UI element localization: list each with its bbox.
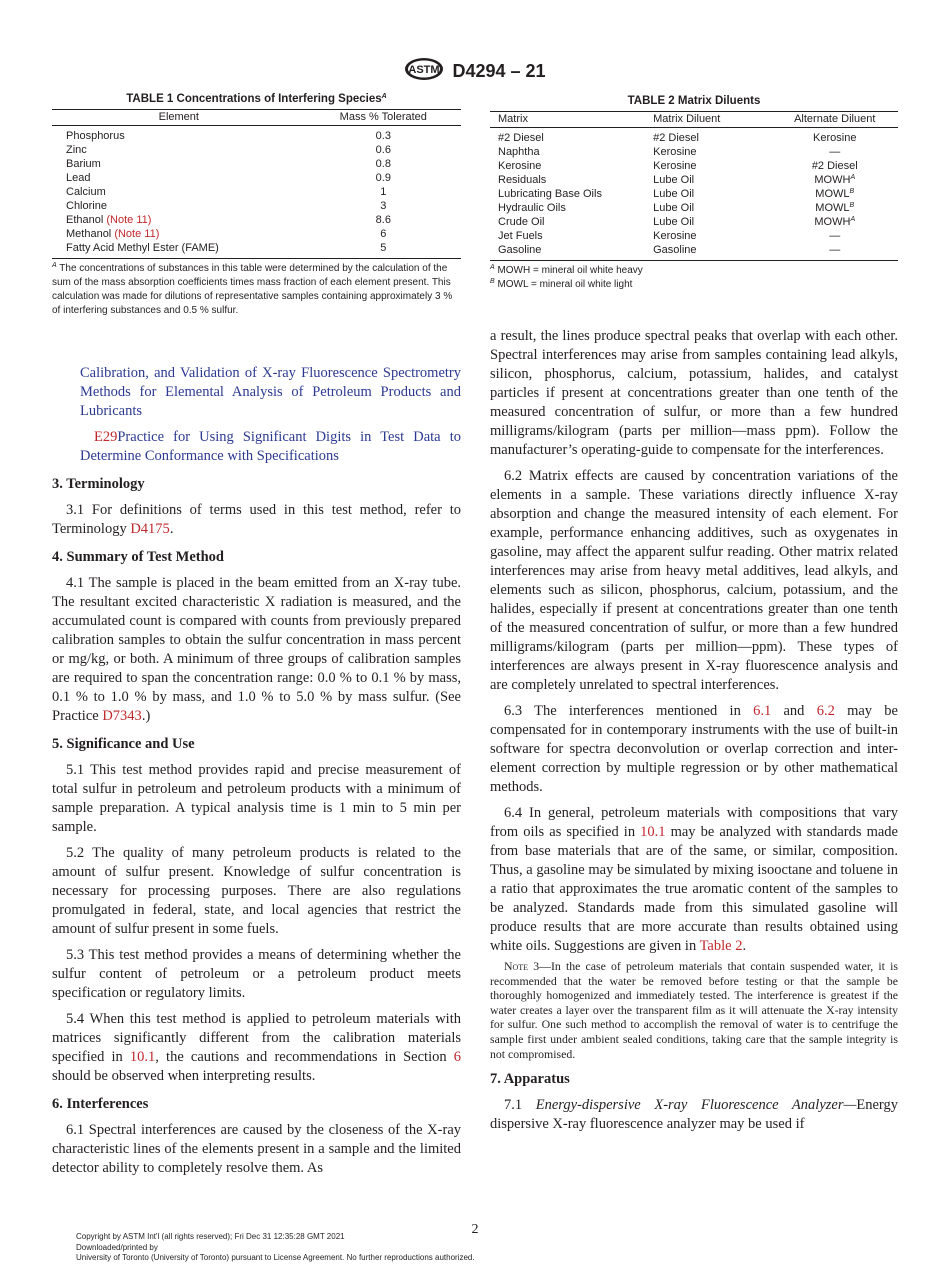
right-column	[490, 327, 898, 1141]
table-2-row	[490, 201, 898, 215]
note-11-link[interactable]: (Note 11)	[106, 214, 152, 226]
table-2-row	[490, 145, 898, 159]
table-1-header-element: Element	[52, 110, 306, 126]
table-1-element-cell: Zinc	[66, 144, 87, 156]
para-7-1: 7.1 Energy-dispersive X-ray Fluorescence Analyzer—Energy dispersive X-ray fluorescence analyzer may be used if	[490, 1097, 898, 1133]
table-1-grid	[52, 109, 461, 259]
para-6-3: 6.3 The interferences mentioned in 6.1 and 6.2 may be compensated for in contemporary instruments with the use of built-in software for spectra deconvolution or overlap correction and inter-element correction by multiple regression or by other mathematical methods.	[490, 703, 898, 795]
section-7-heading: 7. Apparatus	[490, 1071, 570, 1088]
table-1-footnote: $^A$ The concentrations of substances in this table were determined by the calculation of the sum of the mass absorption coefficients times mass fraction of each element present. This calculation was made for dilutions of representative samples containing approximately 3 % of interfering substances and 0.5 % sulfur.	[52, 262, 453, 316]
table-1-row	[52, 213, 461, 227]
reference-e29-title[interactable]: Practice for Using Significant Digits in Test Data to Determine Conformance with Specifications	[80, 429, 461, 464]
para-5-3: 5.3 This test method provides a means of determining whether the sulfur content of petroleum or a petroleum product meets specification or regulatory limits.	[52, 947, 461, 1001]
reference-e29-code[interactable]: E29	[94, 429, 118, 445]
document-designation: D4294 – 21	[452, 61, 546, 81]
table-2-header-alt: Alternate Diluent	[772, 112, 899, 128]
para-5-4: 5.4 When this test method is applied to petroleum materials with matrices significantly different from the calibration materials specified in 10.1, the cautions and recommendations in Section 6 should be observed when interpreting results.	[52, 1011, 461, 1084]
table-2-diluent-cell: #2 Diesel	[653, 132, 699, 144]
table-2-matrix-cell: Jet Fuels	[498, 230, 543, 242]
table-1-value-cell: 5	[306, 241, 461, 259]
table-2-alt-cell: Kerosine	[813, 132, 857, 144]
table-2-diluent-cell: Lube Oil	[653, 216, 695, 228]
table-2-matrix-cell: Lubricating Base Oils	[498, 188, 602, 200]
table-1-element-cell: Methanol (Note 11)	[66, 228, 160, 240]
table-1-row	[52, 143, 461, 157]
table-1	[52, 93, 461, 318]
para-6-2: 6.2 Matrix effects are caused by concentration variations of the elements in a sample. These variations directly influence X-ray absorption and change the measured intensity of each element. For example, performance enhancing additives, such as oxygenates in gasoline, may affect the apparent sulfur reading. Other matrix related interferences may arise from heavy metal additives, lead alkyls, and elements such as silicon, phosphorus, calcium, potassium, and the halides, especially if present at concentrations greater than one tenth of the measured concentration of sulfur, or more than a few hundred milligrams/kilogram (parts per million—ppm). These types of interferences are always present in X-ray fluorescence analysis and are completely unrelated to spectral interferences.	[490, 468, 898, 693]
table-1-row	[52, 126, 461, 144]
table-1-element-cell: Fatty Acid Methyl Ester (FAME)	[52, 241, 306, 259]
table-1-element-cell: Calcium	[66, 186, 106, 198]
table-1-value-cell: 3	[380, 200, 387, 212]
link-6-1[interactable]: 6.1	[753, 703, 772, 719]
table-2-header-matrix: Matrix	[490, 112, 649, 128]
table-2-matrix-cell: Hydraulic Oils	[498, 202, 566, 214]
table-2-matrix-cell: Kerosine	[498, 160, 542, 172]
table-1-value-cell: 1	[380, 186, 387, 198]
table-2-row	[490, 243, 898, 261]
table-1-element-cell: Lead	[66, 172, 91, 184]
logo-text: ASTM	[408, 64, 441, 76]
table-1-row	[52, 157, 461, 171]
para-5-2: 5.2 The quality of many petroleum products is related to the amount of sulfur present. Knowledge of sulfur concentration is necessary for processing purposes. There are also regulations promulgated in federal, state, and local agencies that restrict the amount of sulfur present in some fuels.	[52, 845, 461, 937]
table-1-value-cell: 0.6	[375, 144, 391, 156]
table-1-row	[52, 171, 461, 185]
table-2	[490, 95, 898, 292]
section-5-heading: 5. Significance and Use	[52, 736, 195, 752]
table-2-row	[490, 128, 898, 146]
table-2-header-diluent: Matrix Diluent	[649, 112, 771, 128]
copyright-footer	[76, 1232, 475, 1264]
table-1-value-cell: 0.9	[375, 172, 391, 184]
copyright-line-3: University of Toronto (University of Toronto) pursuant to License Agreement. No further reproductions authorized.	[76, 1253, 475, 1262]
left-column	[52, 364, 461, 1185]
table-2-alt-cell: $MOWH^A$	[814, 174, 856, 186]
para-6-1-continued: a result, the lines produce spectral peaks that overlap with each other. Spectral interferences may arise from samples containing lead alkyls, silicon, phosphorus, calcium, potassium, halides, and catalyst particles if present at concentrations greater than one tenth of the measured concentration of sulfur, or more than a few hundred milligrams/kilogram (parts per million—mass ppm). Follow the manufacturer’s operating-guide to compensate for the interferences.	[490, 328, 898, 458]
table-2-grid	[490, 111, 898, 261]
table-2-alt-cell: $MOWH^A$	[814, 216, 856, 228]
table-2-row	[490, 159, 898, 173]
link-d4175[interactable]: D4175	[130, 521, 170, 537]
table-2-alt-cell: —	[829, 146, 841, 158]
page-number: 2	[471, 1222, 479, 1237]
table-1-title: TABLE 1 Concentrations of Interfering Species$^A$	[126, 93, 387, 105]
table-2-alt-cell: $MOWL^B$	[815, 188, 855, 200]
table-2-row	[490, 173, 898, 187]
link-10-1-b[interactable]: 10.1	[640, 824, 666, 840]
table-1-value-cell: 8.6	[375, 214, 391, 226]
link-section-6[interactable]: 6	[453, 1049, 461, 1065]
table-1-row	[52, 185, 461, 199]
para-6-4: 6.4 In general, petroleum materials with compositions that vary from oils as specified in 10.1 may be analyzed with standards made from base materials that are of the same, or similar, composition. Thus, a gasoline may be simulated by mixing isooctane and toluene in a ratio that approximates the true aromatic content of the samples to be analyzed. Standards made from this simulated gasoline will produce results that are more accurate than results obtained using white oils. Suggestions are given in Table 2.	[490, 805, 898, 954]
section-4-heading: 4. Summary of Test Method	[52, 549, 224, 565]
para-6-1: 6.1 Spectral interferences are caused by the closeness of the X-ray characteristic lines of the elements present in a sample and the limited detector ability to completely resolve them. As	[52, 1122, 461, 1176]
table-2-alt-cell: —	[772, 243, 899, 261]
table-2-diluent-cell: Lube Oil	[653, 174, 695, 186]
para-4-1: 4.1 The sample is placed in the beam emitted from an X-ray tube. The resultant excited characteristic X radiation is measured, and the accumulated count is compared with counts from previously prepared calibration samples to obtain the sulfur concentration in mass percent or mg/kg, or both. A minimum of three groups of calibration samples are required to span the concentration range: 0.0 % to 0.1 % by mass, 0.1 % to 1.0 % by mass, and 1.0 % to 5.0 % by mass sulfur. (See Practice D7343.)	[52, 575, 461, 724]
table-2-diluent-cell: Kerosine	[653, 230, 697, 242]
link-table-2[interactable]: Table 2	[699, 938, 743, 954]
table-2-matrix-cell: #2 Diesel	[498, 132, 544, 144]
table-2-matrix-cell: Crude Oil	[498, 216, 545, 228]
table-2-row	[490, 215, 898, 229]
note-3-label: Note 3	[504, 959, 540, 973]
link-10-1[interactable]: 10.1	[129, 1049, 156, 1065]
table-1-value-cell: 0.3	[375, 130, 391, 142]
link-d7343[interactable]: D7343	[102, 708, 142, 724]
table-1-element-cell: Barium	[66, 158, 101, 170]
table-2-row	[490, 187, 898, 201]
table-2-title: TABLE 2 Matrix Diluents	[627, 95, 761, 107]
table-2-footnote: $^A$ MOWH = mineral oil white heavy	[490, 264, 643, 276]
table-2-alt-cell: —	[829, 230, 841, 242]
table-1-element-cell: Chlorine	[66, 200, 107, 212]
table-1-header-mass: Mass % Tolerated	[306, 110, 461, 126]
table-1-row	[52, 241, 461, 259]
copyright-line-2: Downloaded/printed by	[76, 1242, 158, 1252]
note-3: Note 3—In the case of petroleum materials that contain suspended water, it is recommended that the water be removed before testing or that the sample be thoroughly homogenized and immediately tested. The interference is greatest if the water creates a layer over the transparent film as it will attenuate the X-ray intensity for sulfur. One such method to accomplish the removal of water is to centrifuge the sample first under ambient sealed conditions, taking care that the sample integrity is not compromised.	[490, 959, 898, 1061]
copyright-line-1: Copyright by ASTM Int'l (all rights reserved); Fri Dec 31 12:35:28 GMT 2021	[76, 1232, 345, 1241]
table-2-matrix-cell: Naphtha	[498, 146, 540, 158]
table-1-value-cell: 6	[380, 228, 387, 240]
reference-e29[interactable]	[52, 428, 461, 466]
para-3-1: 3.1 For definitions of terms used in this test method, refer to Terminology D4175.	[52, 502, 461, 537]
table-2-matrix-cell: Gasoline	[490, 243, 649, 261]
section-6-heading: 6. Interferences	[52, 1096, 149, 1112]
page-header	[0, 57, 950, 86]
link-6-2[interactable]: 6.2	[816, 703, 835, 719]
table-2-footnotes	[490, 264, 898, 292]
section-3-heading: 3. Terminology	[52, 476, 145, 492]
table-2-alt-cell: #2 Diesel	[811, 160, 858, 172]
table-2-diluent-cell: Lube Oil	[653, 188, 695, 200]
table-2-footnote: $^B$ MOWL = mineral oil white light	[490, 278, 633, 290]
table-2-diluent-cell: Kerosine	[653, 160, 697, 172]
table-2-row	[490, 229, 898, 243]
note-11-link[interactable]: (Note 11)	[114, 228, 160, 240]
table-2-diluent-cell: Lube Oil	[653, 202, 695, 214]
table-2-alt-cell: $MOWL^B$	[815, 202, 855, 214]
astm-logo-icon	[404, 57, 444, 86]
table-1-value-cell: 0.8	[375, 158, 391, 170]
table-2-diluent-cell: Kerosine	[653, 146, 697, 158]
table-1-element-cell: Ethanol (Note 11)	[66, 214, 152, 226]
table-1-element-cell: Phosphorus	[66, 130, 125, 142]
table-1-row	[52, 199, 461, 213]
table-2-diluent-cell: Gasoline	[649, 243, 771, 261]
para-5-1: 5.1 This test method provides rapid and precise measurement of total sulfur in petroleum and petroleum products with a minimum of sample preparation. A typical analysis time is 1 min to 5 min per sample.	[52, 762, 461, 835]
table-2-matrix-cell: Residuals	[498, 174, 547, 186]
reference-continuation: Calibration, and Validation of X-ray Fluorescence Spectrometry Methods for Elemental Analysis of Petroleum Products and Lubricants	[80, 365, 461, 419]
table-1-row	[52, 227, 461, 241]
